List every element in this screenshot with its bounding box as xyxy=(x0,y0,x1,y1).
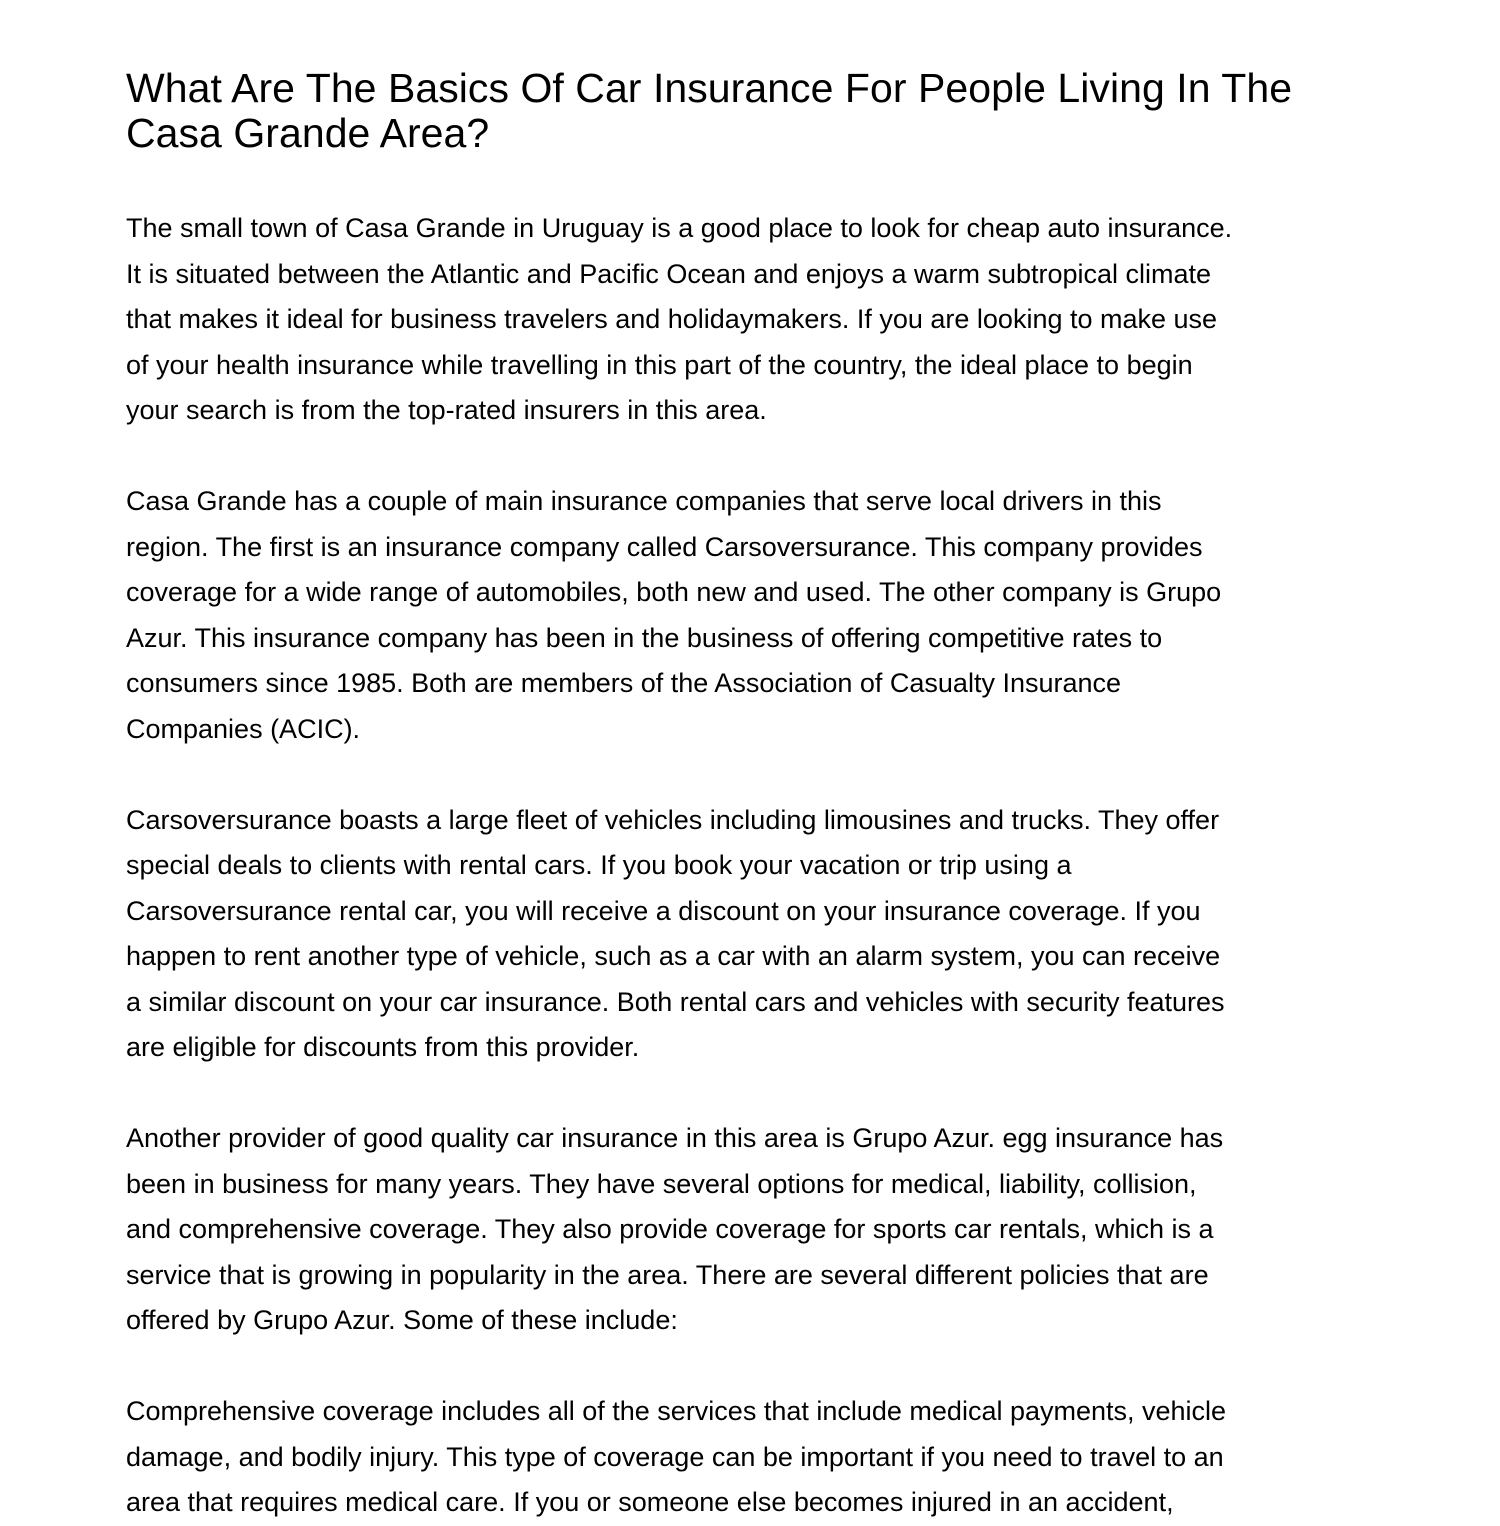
paragraph-intro: The small town of Casa Grande in Uruguay is a good place to look for cheap auto insurance. It is situated between the Atlantic and Pacific Ocean and enjoys a warm subtropical climate that makes it ideal for business travelers and holidaymakers. If you are looking to make use of your health insurance while travelling in this part of the country, the ideal place to begin your search is from the top-rated insurers in this area. xyxy=(126,213,1233,425)
paragraph-carsoversurance: Carsoversurance boasts a large fleet of vehicles including limousines and trucks. They offer special deals to clients with rental cars. If you book your vacation or trip using a Carsoversurance rental car, you will receive a discount on your insurance coverage. If you happen to rent another type of vehicle, such as a car with an alarm system, you can receive a similar discount on your car insurance. Both rental cars and vehicles with security features are eligible for discounts from this provider. xyxy=(126,804,1225,1062)
paragraph-grupo-azur: Another provider of good quality car insurance in this area is Grupo Azur. egg insurance has been in business for many years. They have several options for medical, liability, collision, and comprehensive coverage. They also provide coverage for sports car rentals, which is a service that is growing in popularity in the area. There are several different policies that are offered by Grupo Azur. Some of these include: xyxy=(126,1123,1224,1335)
paragraph-comprehensive-coverage: Comprehensive coverage includes all of the services that include medical payments, vehicle damage, and bodily injury. This type of coverage can be important if you need to travel to an area that requires medical care. If you or someone else becomes injured in an accident, xyxy=(126,1396,1227,1517)
paragraph-companies: Casa Grande has a couple of main insurance companies that serve local drivers in this region. The first is an insurance company called Carsoversurance. This company provides coverage for a wide range of automobiles, both new and used. The other company is Grupo Azur. This insurance company has been in the business of offering competitive rates to consumers since 1985. Both are members of the Association of Casualty Insurance Companies (ACIC). xyxy=(126,486,1222,744)
document-content xyxy=(126,66,1376,1526)
document-title: What Are The Basics Of Car Insurance For People Living In The Casa Grande Area? xyxy=(126,65,1293,156)
